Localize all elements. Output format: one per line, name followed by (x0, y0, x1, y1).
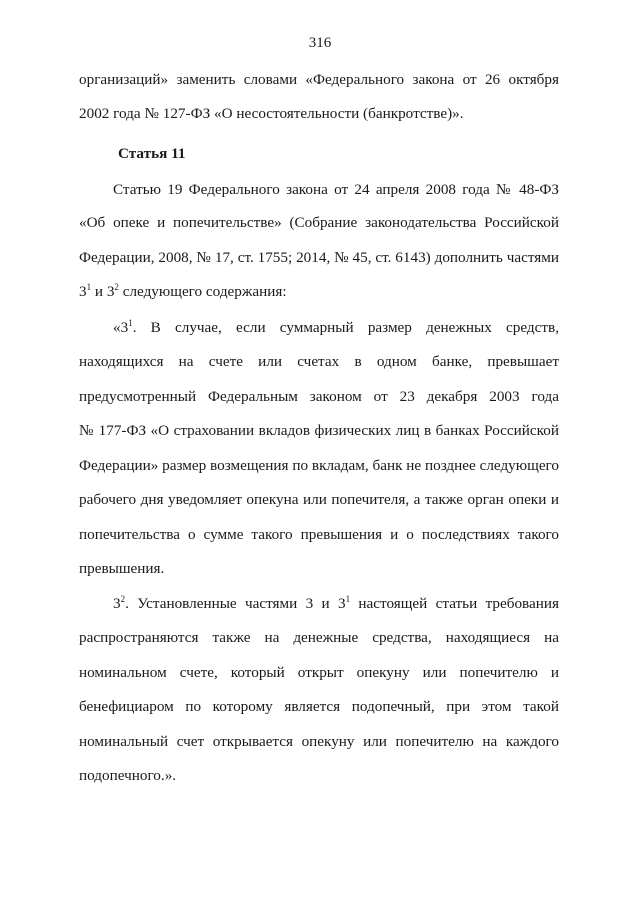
superscript: 1 (128, 318, 133, 328)
text-line: находящихся на счете или счетах в одном банке, превышает (79, 353, 559, 370)
text-line: 2002 года № 127-ФЗ «О несостоятельности (банкротстве)». (79, 105, 464, 122)
superscript: 2 (114, 282, 119, 292)
superscript: 1 (345, 594, 351, 604)
text-line: попечительства о сумме такого превышения и о последствиях такого (79, 526, 559, 543)
text-line: бенефициаром по которому является подопечный, при этом такой (79, 698, 559, 715)
superscript: 2 (120, 594, 126, 604)
text-line: Федерации, 2008, № 17, ст. 1755; 2014, № 45, ст. 6143) дополнить частями (79, 249, 559, 266)
page-number: 316 (308, 35, 332, 51)
text-fragment: 3 (113, 595, 121, 612)
text-fragment: 3 (79, 283, 87, 300)
text-fragment: . В случае, если суммарный размер денежных средств, (132, 319, 559, 336)
text-line (79, 282, 287, 302)
text-line: рабочего дня уведомляет опекуна или попечителя, а также орган опеки и (79, 491, 559, 508)
text-fragment: следующего содержания: (118, 283, 287, 300)
text-line: подопечного.». (79, 767, 177, 784)
text-line (113, 318, 559, 338)
text-fragment: . Установленные частями 3 и 3 (125, 595, 346, 612)
text-line: «Об опеке и попечительстве» (Собрание законодательства Российской (79, 214, 559, 231)
text-fragment: настоящей статьи требования (350, 595, 559, 612)
text-line: № 177-ФЗ «О страховании вкладов физических лиц в банках Российской (79, 422, 559, 439)
text-line (113, 594, 559, 614)
text-line: Статью 19 Федерального закона от 24 апреля 2008 года № 48-ФЗ (113, 181, 559, 198)
text-line: организаций» заменить словами «Федерального закона от 26 октября (79, 71, 559, 88)
text-line: распространяются также на денежные средства, находящиеся на (79, 629, 559, 646)
text-line: номинальный счет открывается опекуну или попечителю на каждого (79, 733, 559, 750)
text-line: номинальном счете, который открыт опекуну или попечителю и (79, 664, 559, 681)
article-heading: Статья 11 (118, 145, 186, 162)
superscript: 1 (86, 282, 92, 292)
text-line: превышения. (79, 560, 165, 577)
text-line: предусмотренный Федеральным законом от 23 декабря 2003 года (79, 388, 559, 405)
text-fragment: и 3 (91, 283, 115, 300)
text-line: Федерации» размер возмещения по вкладам, банк не позднее следующего (79, 457, 559, 474)
text-fragment: «3 (113, 319, 129, 336)
